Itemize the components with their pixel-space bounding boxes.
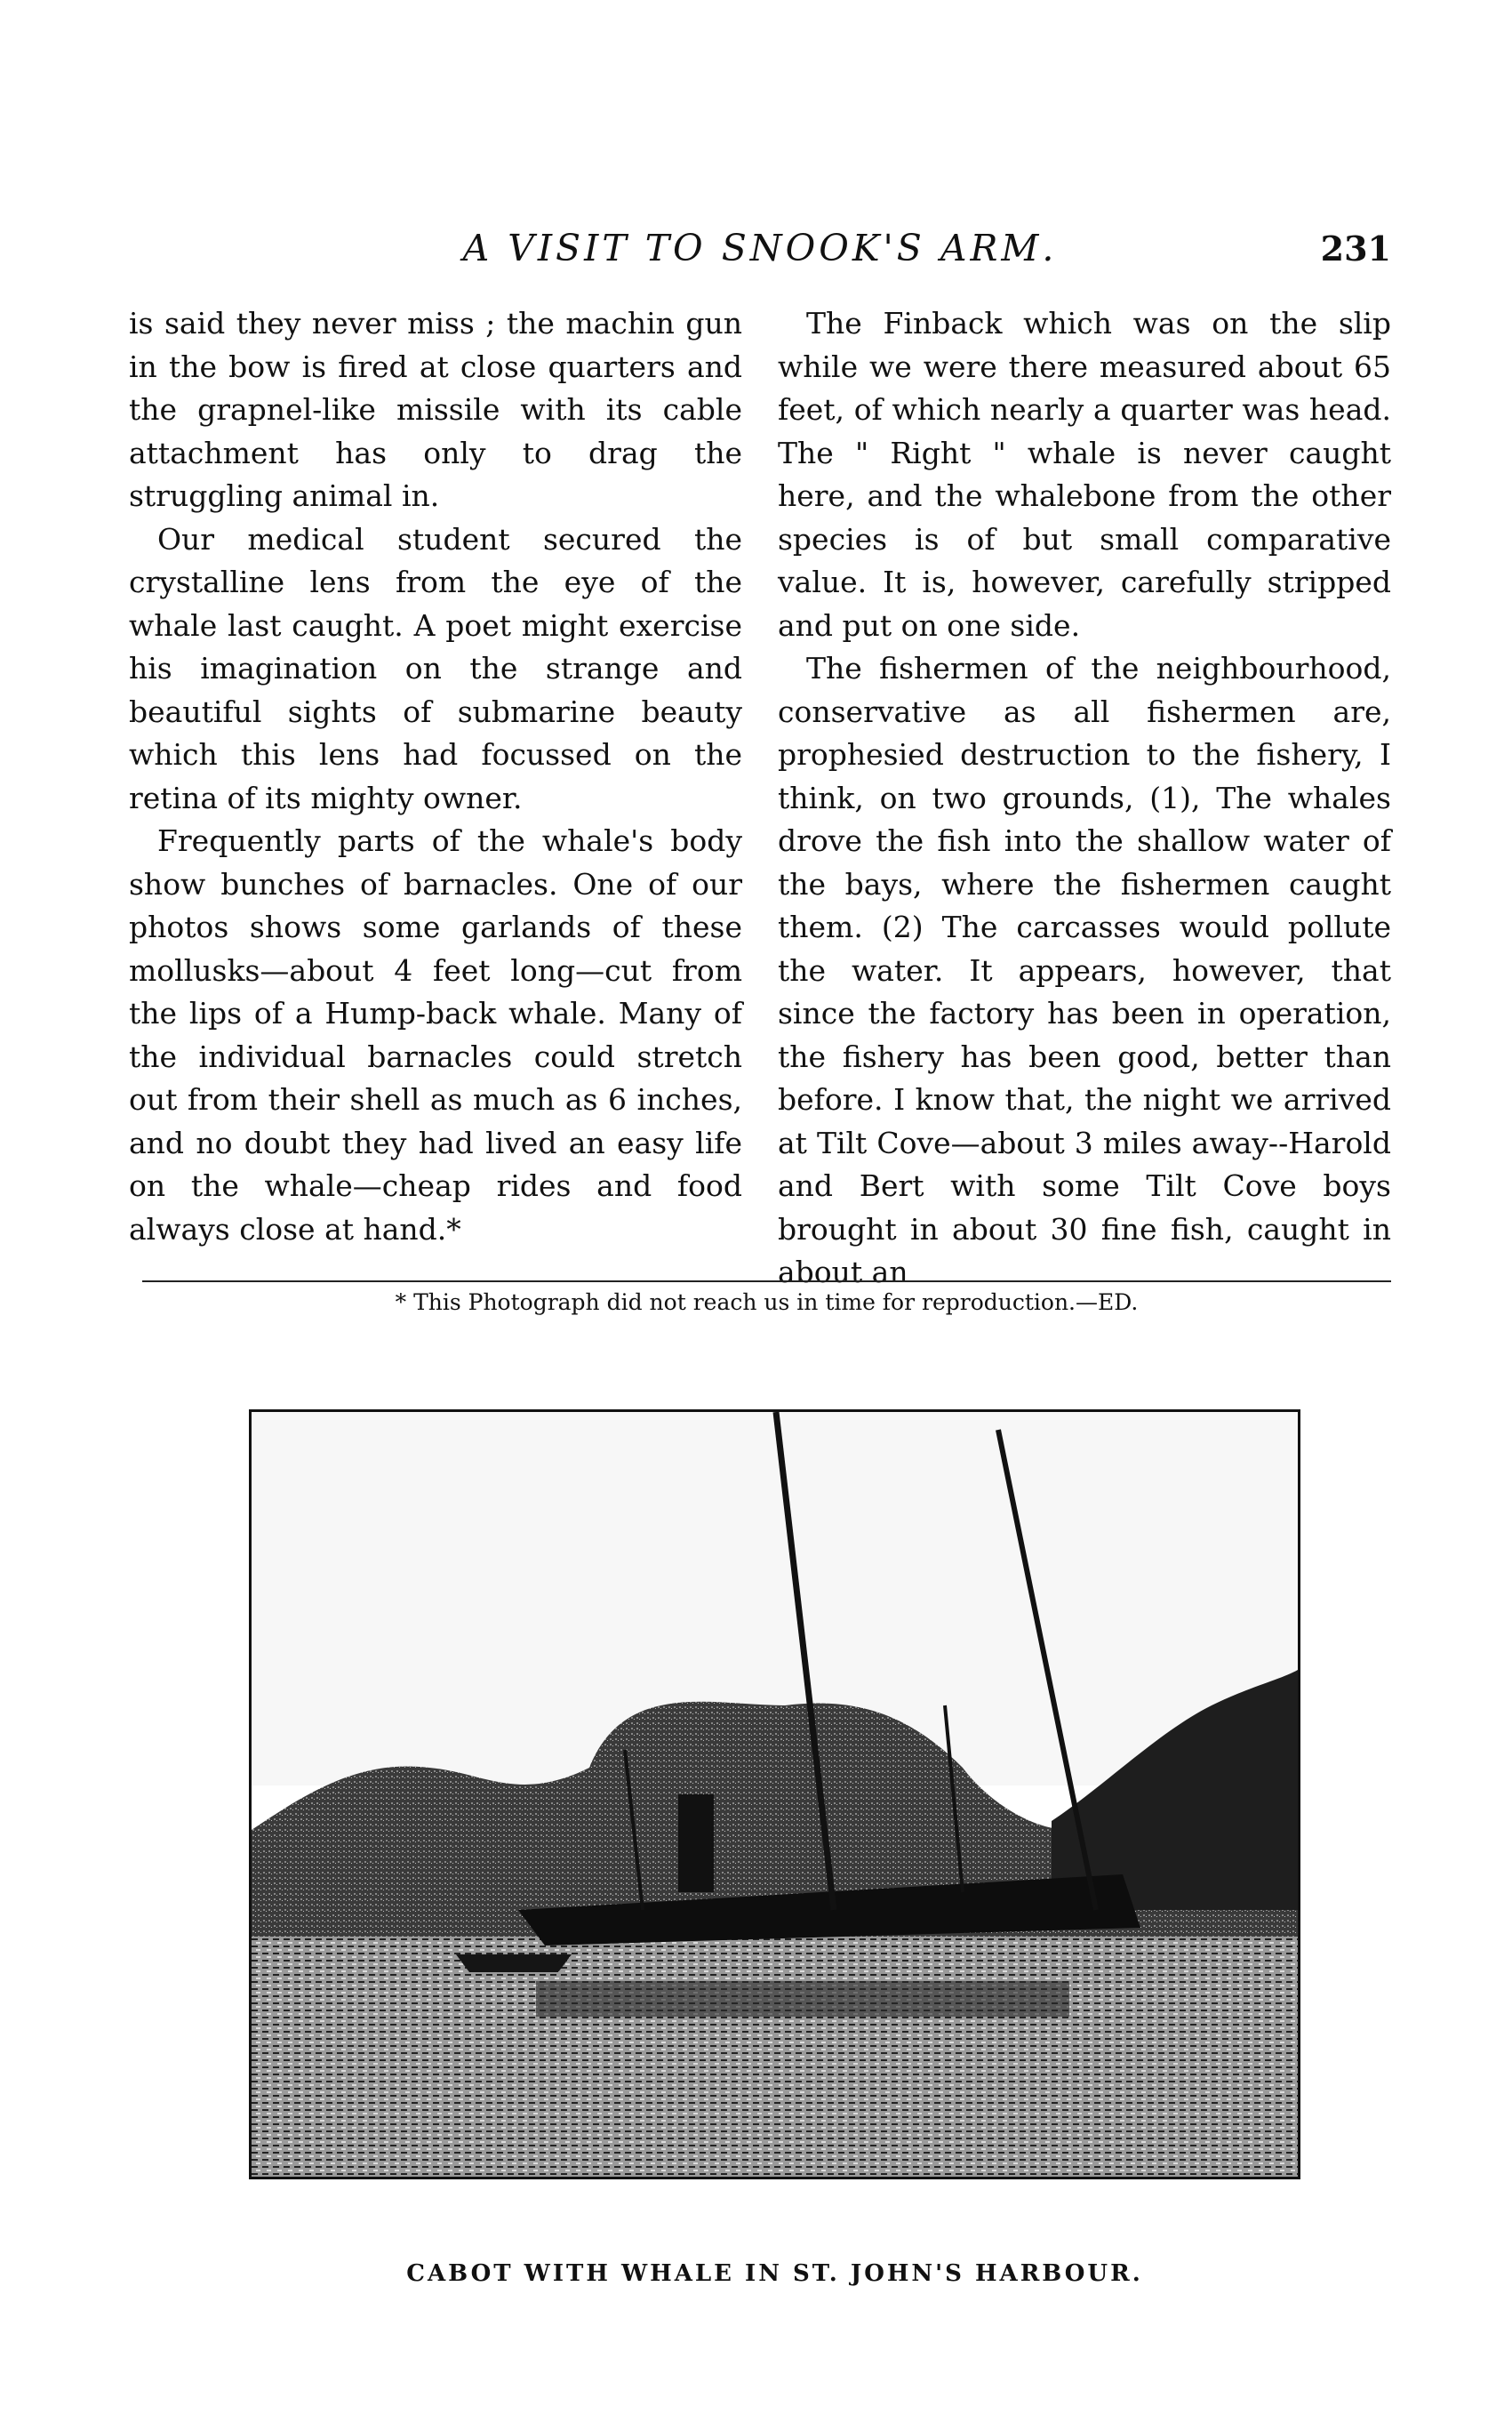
page-header (129, 227, 1391, 280)
paragraph: is said they never miss ; the machin gun in the bow is fired at close quarters and the grapnel-like missile with its cable attachment has only to drag the struggling animal in. (129, 306, 742, 513)
running-title: A VISIT TO SNOOK'S ARM. (462, 227, 1058, 269)
paragraph: The Finback which was on the slip while we were there measured about 65 feet, of which nearly a quarter was head. The " Right " whale is never caught here, and the whalebone from the other species is of but small comparative value. It is, however, carefully stripped and put on one side. (778, 306, 1391, 643)
harbour-photo-illustration (252, 1412, 1298, 2177)
paragraph: Frequently parts of the whale's body show bunches of barnacles. One of our photos shows some garlands of these mollusks—about 4 feet long—cut from the lips of a Hump-back whale. Many of the individual barnacles could stretch out from their shell as much as 6 inches, and no doubt they had lived an easy life on the whale—cheap rides and food always close at hand.* (129, 823, 742, 1247)
left-column (129, 302, 742, 1251)
footnote-divider (142, 1280, 1391, 1282)
right-column (778, 302, 1391, 1295)
harbour-photograph (249, 1409, 1300, 2179)
page-number: 231 (1320, 229, 1391, 269)
paragraph: Our medical student secured the crystalline lens from the eye of the whale last caught. A poet might exercise his imagination on the strange and beautiful sights of submarine beauty which this lens had focussed on the retina of its mighty owner. (129, 521, 742, 815)
footnote: * This Photograph did not reach us in time for reproduction.—ED. (395, 1289, 1139, 1315)
photo-caption: CABOT WITH WHALE IN ST. JOHN'S HARBOUR. (406, 2260, 1143, 2287)
paragraph: The fishermen of the neighbourhood, conservative as all fishermen are, prophesied destruction to the fishery, I think, on two grounds, (1), The whales drove the fish into the shallow water of the bays, where the fishermen caught them. (2) The carcasses would pollute the water. It appears, however, that since the factory has been in operation, the fishery has been good, better than before. I know that, the night we arrived at Tilt Cove—about 3 miles away--Harold and Bert with some Tilt Cove boys brought in about 30 fine fish, caught in about an (778, 651, 1391, 1289)
